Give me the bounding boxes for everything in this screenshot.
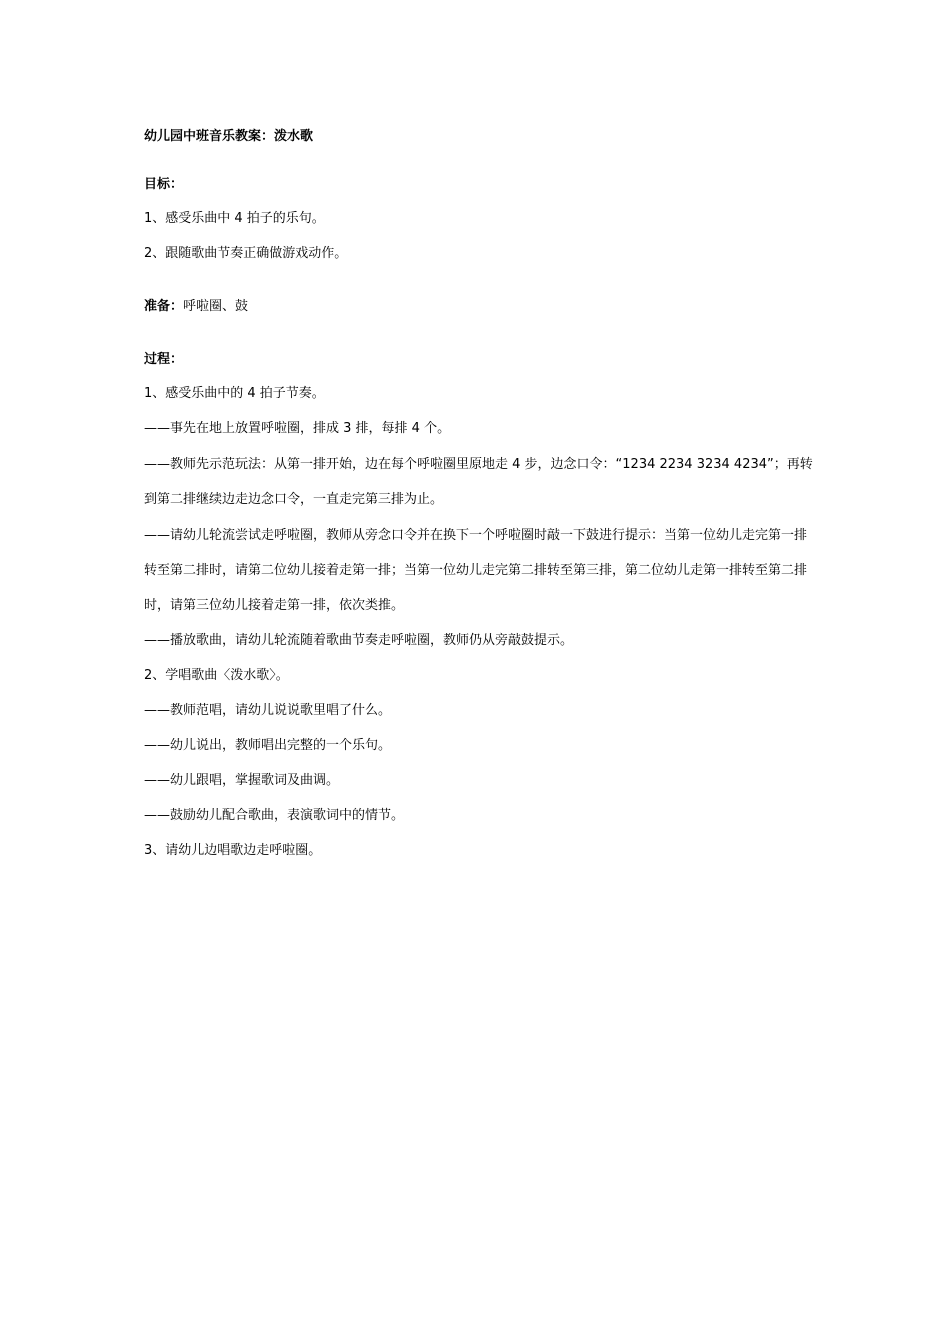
document-title: 幼儿园中班音乐教案：泼水歌	[144, 129, 314, 144]
section-spacer	[144, 278, 814, 296]
process-paragraph: 3、请幼儿边唱歌边走呼啦圈。	[144, 843, 322, 858]
process-paragraph: 2、学唱歌曲〈泼水歌〉。	[144, 668, 289, 683]
process-paragraph: ——幼儿说出，教师唱出完整的一个乐句。	[144, 738, 392, 753]
process-paragraph: ——教师先示范玩法：从第一排开始，边在每个呼啦圈里原地走 4 步，边念口令：“1234 2234 3234 4234”；再转到第二排继续边走边念口令，一直走完第三排为止。	[144, 457, 813, 507]
process-paragraph: ——事先在地上放置呼啦圈，排成 3 排，每排 4 个。	[144, 421, 451, 436]
process-paragraph: ——鼓励幼儿配合歌曲，表演歌词中的情节。	[144, 808, 405, 823]
preparation-text: 呼啦圈、鼓	[183, 299, 249, 314]
goals-heading: 目标：	[144, 177, 184, 192]
process-paragraph: ——请幼儿轮流尝试走呼啦圈，教师从旁念口令并在换下一个呼啦圈时敲一下鼓进行提示：当第一位幼儿走完第一排转至第二排时，请第二位幼儿接着走第一排；当第一位幼儿走完第二排转至第三排，第二位幼儿走第一排转至第二排时，请第三位幼儿接着走第一排，依次类推。	[144, 528, 808, 613]
process-paragraph: ——教师范唱，请幼儿说说歌里唱了什么。	[144, 703, 392, 718]
preparation-label: 准备：	[144, 299, 184, 314]
document-body	[144, 126, 814, 875]
process-paragraph: ——播放歌曲，请幼儿轮流随着歌曲节奏走呼啦圈，教师仍从旁敲鼓提示。	[144, 633, 574, 648]
process-paragraph: 1、感受乐曲中的 4 拍子节奏。	[144, 386, 325, 401]
goal-item-2: 2、跟随歌曲节奏正确做游戏动作。	[144, 246, 348, 261]
process-paragraph: ——幼儿跟唱，掌握歌词及曲调。	[144, 773, 340, 788]
goal-item-1: 1、感受乐曲中 4 拍子的乐句。	[144, 211, 325, 226]
section-spacer	[144, 331, 814, 349]
preparation-line	[144, 296, 814, 318]
process-heading: 过程：	[144, 352, 184, 367]
